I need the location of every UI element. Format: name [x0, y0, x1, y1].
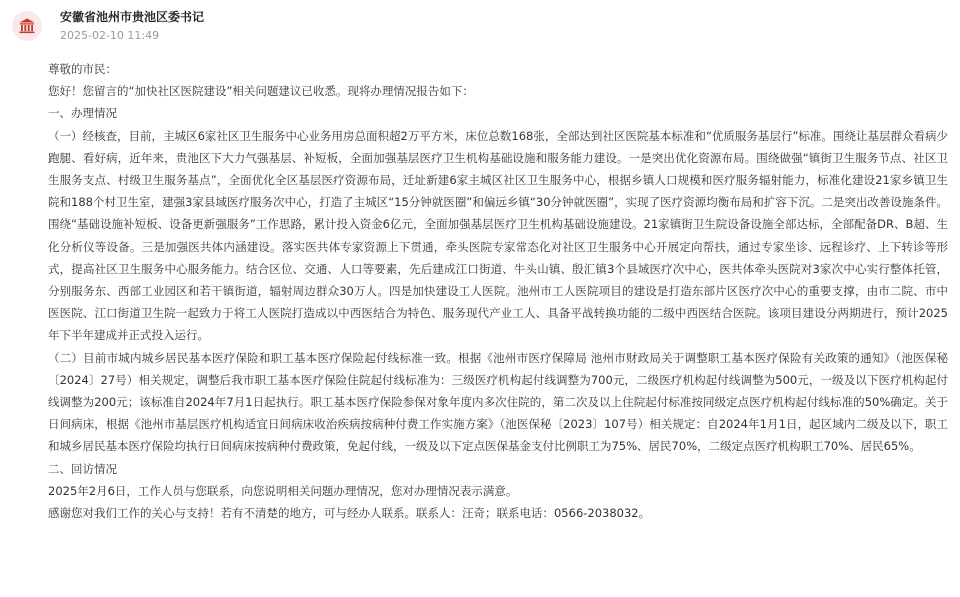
reply-meta	[60, 9, 204, 43]
government-building-icon	[18, 17, 36, 35]
handling-paragraph-1: （一）经核查，目前，主城区6家社区卫生服务中心业务用房总面积超2万平方米，床位总数168张，全部达到社区医院基本标准和“优质服务基层行”标准。围绕让基层群众看病少跑腿、看好病，近年来，贵池区下大力气强基层、补短板，全面加强基层医疗卫生机构基础设施和服务能力建设。一是突出优化资源布局。围绕做强“镇街卫生服务节点、社区卫生服务支点、村级卫生服务基点”，全面优化全区基层医疗资源布局，迁址新建6家主城区社区卫生服务中心，根据乡镇人口规模和医疗服务辐射能力，标准化建设21家乡镇卫生院和188个村卫生室，建强3家县域医疗服务次中心，打造了主城区“15分钟就医圈”和偏远乡镇“30分钟就医圈”，实现了医疗资源均衡布局和扩容下沉。二是突出改善设施条件。围绕“基础设施补短板、设备更新强服务”工作思路，累计投入资金6亿元，全面加强基层医疗卫生机构基础设施建设。21家镇街卫生院设备设施全部达标，全部配备DR、B超、生化分析仪等设备。三是加强医共体内涵建设。落实医共体专家资源上下贯通，牵头医院专家常态化对社区卫生服务中心开展定向帮扶，通过专家坐诊、远程诊疗、上下转诊等形式，提高社区卫生服务中心服务能力。结合区位、交通、人口等要素，先后建成江口街道、牛头山镇、殷汇镇3个县域医疗次中心，医共体牵头医院对3家次中心实行整体托管，分别服务东、西部工业园区和若干镇街道，辐射周边群众30万人。四是加快建设工人医院。池州市工人医院项目的建设是打造东部片区医疗次中心的重要支撑，由市二院、市中医医院、江口街道卫生院一起致力于将工人医院打造成以中西医结合为特色、服务现代产业工人、具备平战转换功能的二级中西医结合医院。该项目建设分两期进行，预计2025年下半年建成并正式投入运行。	[48, 128, 948, 343]
reply-body	[48, 58, 948, 524]
greeting: 尊敬的市民：	[48, 62, 117, 76]
follow-up-paragraph: 2025年2月6日，工作人员与您联系，向您说明相关问题办理情况，您对办理情况表示满意。	[48, 483, 518, 498]
avatar[interactable]	[12, 11, 42, 41]
reply-header	[12, 8, 204, 44]
section-heading-handling: 一、办理情况	[48, 106, 117, 121]
intro-paragraph: 您好！您留言的“加快社区医院建设”相关问题建议已收悉。现将办理情况报告如下：	[48, 84, 474, 99]
author-name[interactable]: 安徽省池州市贵池区委书记	[60, 10, 205, 24]
post-date: 2025-02-10 11:49	[60, 29, 160, 42]
section-heading-follow-up: 二、回访情况	[48, 461, 117, 476]
closing-paragraph: 感谢您对我们工作的关心与支持！若有不清楚的地方，可与经办人联系。联系人：汪奇；联系电话：0566-2038032。	[48, 506, 651, 521]
handling-paragraph-2: （二）目前市城内城乡居民基本医疗保险和职工基本医疗保险起付线标准一致。根据《池州市医疗保障局 池州市财政局关于调整职工基本医疗保险有关政策的通知》（池医保秘〔2024〕27号）相关规定，调整后我市职工基本医疗保险住院起付线标准为：三级医疗机构起付线调整为700元，二级医疗机构起付线调整为500元，一级及以下医疗机构起付线调整为200元；该标准自2024年7月1日起执行。职工基本医疗保险参保对象年度内多次住院的，第二次及以上住院起付标准按同级定点医疗机构起付线标准的50%确定。关于日间病床，根据《池州市基层医疗机构适宜日间病床收治疾病按病种付费工作实施方案》（池医保秘〔2023〕107号）相关规定：自2024年1月1日，起区域内二级及以下，职工和城乡居民基本医疗保险均执行日间病床按病种付费政策，免起付线，一级及以下定点医保基金支付比例职工为75%、居民70%，二级定点医疗机构职工70%、居民65%。	[48, 350, 948, 454]
